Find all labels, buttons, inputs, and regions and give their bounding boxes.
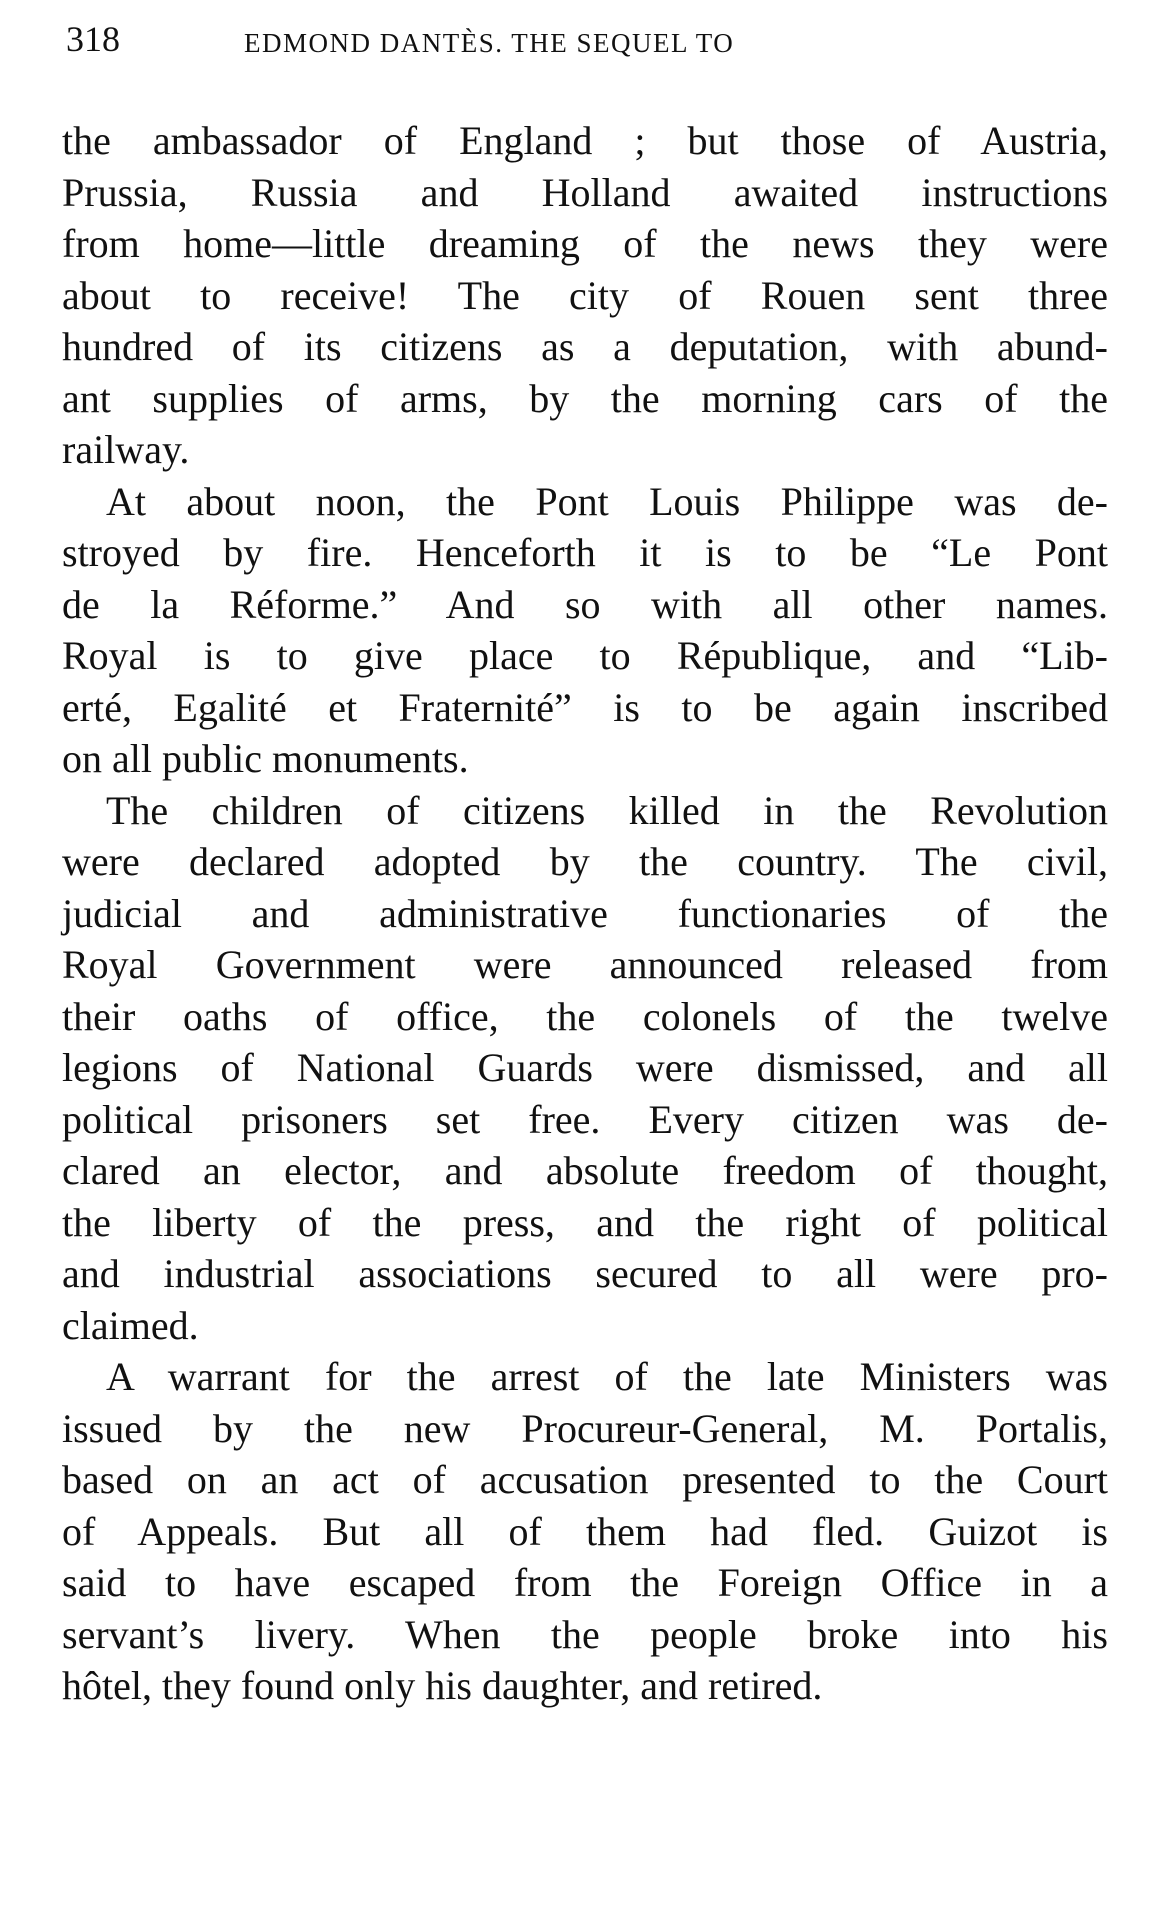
text-line: Royal is to give place to République, and “Lib- xyxy=(62,633,1108,678)
page-body xyxy=(62,115,1108,1712)
text-line: At about noon, the Pont Louis Philippe was de- xyxy=(106,478,1108,524)
page-number: 318 xyxy=(66,19,120,59)
text-line: judicial and administrative functionaries of the xyxy=(62,890,1108,936)
text-line: their oaths of office, the colonels of the twelve xyxy=(62,993,1108,1039)
text-line: from home—little dreaming of the news they were xyxy=(62,221,1108,266)
text-line: the liberty of the press, and the right of political xyxy=(62,1199,1108,1245)
text-line: The children of citizens killed in the Revolution xyxy=(106,787,1108,833)
text-line: claimed. xyxy=(62,1302,199,1348)
text-line: Prussia, Russia and Holland awaited instructions xyxy=(62,169,1108,215)
text-line: based on an act of accusation presented to the Court xyxy=(62,1457,1108,1502)
text-line: legions of National Guards were dismissed, and all xyxy=(62,1045,1108,1090)
text-line: railway. xyxy=(62,427,190,472)
text-line: on all public monuments. xyxy=(62,736,469,781)
paragraph xyxy=(62,1351,1108,1712)
text-line: said to have escaped from the Foreign Office in a xyxy=(62,1560,1108,1605)
text-line: servant’s livery. When the people broke into his xyxy=(62,1611,1108,1657)
text-line: stroyed by fire. Henceforth it is to be “Le Pont xyxy=(62,530,1108,575)
paragraph xyxy=(62,785,1108,1352)
paragraph xyxy=(62,476,1108,785)
text-line: and industrial associations secured to all were pro- xyxy=(62,1251,1108,1296)
text-line: were declared adopted by the country. The civil, xyxy=(62,839,1108,884)
text-line: hundred of its citizens as a deputation, with abund- xyxy=(62,324,1108,369)
text-line: Royal Government were announced released from xyxy=(62,942,1108,987)
text-line: erté, Egalité et Fraternité” is to be again inscribed xyxy=(62,684,1108,730)
text-line: hôtel, they found only his daughter, and retired. xyxy=(62,1663,823,1708)
page-header xyxy=(66,18,1109,68)
text-line: issued by the new Procureur-General, M. Portalis, xyxy=(62,1405,1108,1451)
text-line: clared an elector, and absolute freedom of thought, xyxy=(62,1148,1108,1193)
paragraph xyxy=(62,115,1108,476)
text-line: the ambassador of England ; but those of Austria, xyxy=(62,118,1108,163)
text-line: about to receive! The city of Rouen sent three xyxy=(62,272,1108,318)
text-line: ant supplies of arms, by the morning cars of the xyxy=(62,375,1108,421)
text-line: de la Réforme.” And so with all other names. xyxy=(62,581,1108,627)
text-line: A warrant for the arrest of the late Ministers was xyxy=(106,1354,1108,1399)
text-line: of Appeals. But all of them had fled. Guizot is xyxy=(62,1508,1108,1554)
text-line: political prisoners set free. Every citizen was de- xyxy=(62,1096,1108,1142)
running-head: EDMOND DANTÈS. THE SEQUEL TO xyxy=(244,28,735,58)
